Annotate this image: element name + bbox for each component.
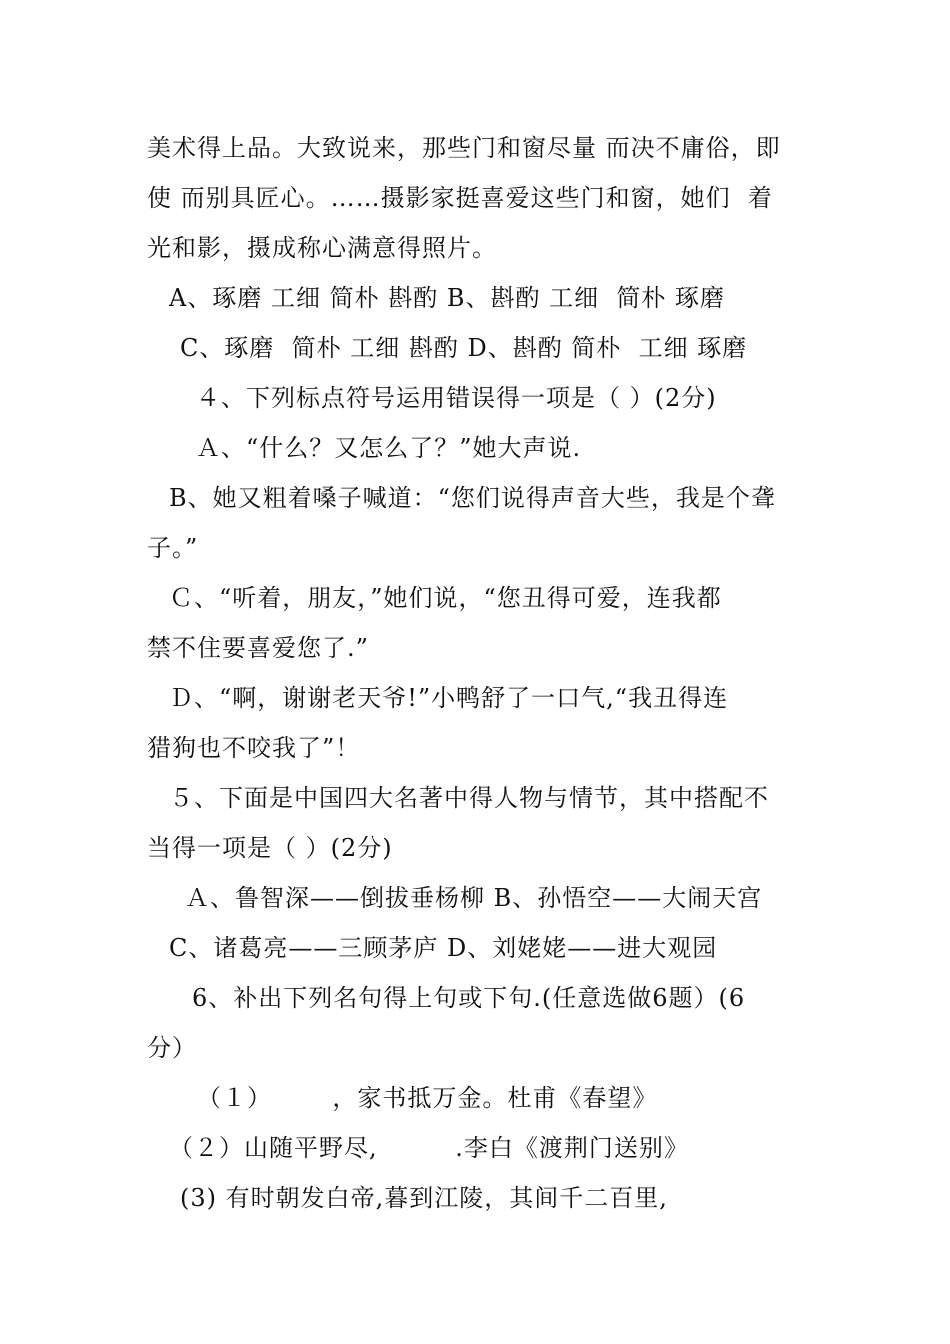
question-4-option-d-cont: 猎狗也不咬我了”！	[147, 734, 361, 762]
question-6-item-1: （１） ，家书抵万金。杜甫《春望》	[197, 1084, 658, 1112]
question-4-option-d: Ｄ、“啊，谢谢老天爷!”小鸭舒了一口气,“我丑得连	[169, 684, 729, 712]
question-4-option-a: Ａ、“什么？又怎么了？”她大声说.	[196, 434, 582, 462]
question-4-option-b: B、她又粗着嗓子喊道：“您们说得声音大些，我是个聋	[169, 484, 776, 512]
option-line-a-b: A、琢磨 工细 简朴 斟酌 B、斟酌 工细 简朴 琢磨	[169, 284, 725, 312]
question-5-cont: 当得一项是（ ）(2分)	[147, 834, 393, 862]
question-6-cont: 分）	[147, 1034, 197, 1062]
question-4: ４、下列标点符号运用错误得一项是（ ）(2分)	[196, 384, 717, 412]
text-line-1: 美术得上品。大致说来，那些门和窗尽量 而决不庸俗，即	[147, 134, 781, 162]
text-line-2: 使 而别具匠心。……摄影家挺喜爱这些门和窗，她们 着	[147, 184, 773, 212]
question-6-item-3: (3) 有时朝发白帝,暮到江陵，其间千二百里,	[180, 1184, 668, 1212]
question-4-option-c: Ｃ、“听着，朋友，”她们说，“您丑得可爱，连我都	[169, 584, 722, 612]
question-5-options-c-d: C、诸葛亮——三顾茅庐 D、刘姥姥——进大观园	[169, 934, 718, 962]
question-5: ５、下面是中国四大名著中得人物与情节，其中搭配不	[169, 784, 769, 812]
question-4-option-b-cont: 子。”	[147, 534, 199, 562]
option-line-c-d: C、琢磨 简朴 工细 斟酌 D、斟酌 简朴 工细 琢磨	[180, 334, 748, 362]
question-4-option-c-cont: 禁不住要喜爱您了.”	[147, 634, 369, 662]
text-line-3: 光和影，摄成称心满意得照片。	[147, 234, 497, 262]
question-5-options-a-b: Ａ、鲁智深——倒拔垂杨柳 B、孙悟空——大闹天宫	[185, 884, 763, 912]
question-6-item-2: （２）山随平野尽, .李白《渡荆门送别》	[169, 1134, 689, 1162]
question-6: 6、补出下列名句得上句或下句.(任意选做6题）(6	[192, 984, 746, 1012]
